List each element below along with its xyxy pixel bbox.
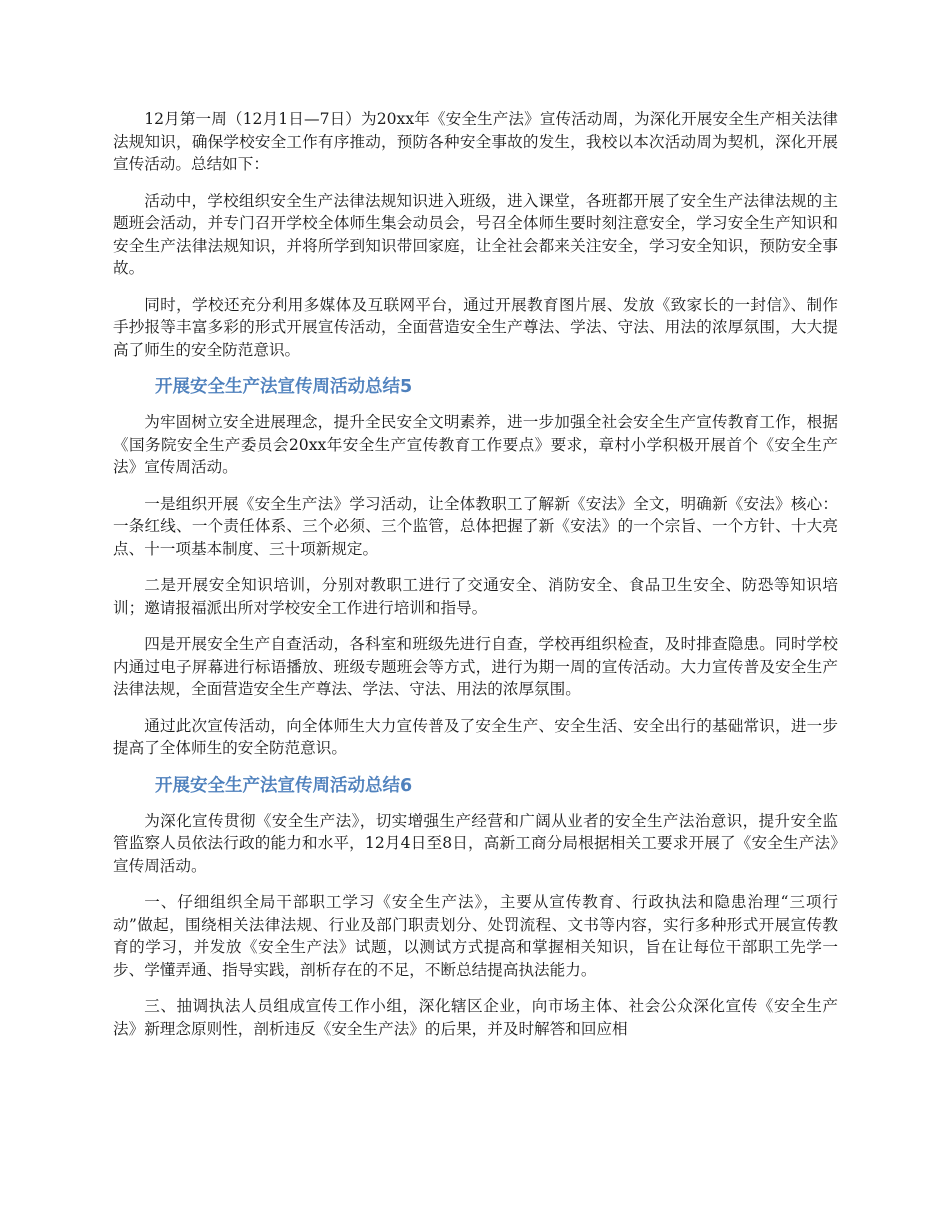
section-heading: 开展安全生产法宣传周活动总结6 xyxy=(155,775,413,796)
document-page xyxy=(113,108,838,1054)
body-paragraph: 一、仔细组织全局干部职工学习《安全生产法》，主要从宣传教育、行政执法和隐患治理“三项行动”做起，围绕相关法律法规、行业及部门职责划分、处罚流程、文书等内容，实行多种形式开展宣传教育的学习，并发放《安全生产法》试题，以测试方式提高和掌握相关知识，旨在让每位干部职工先学一步、学懂弄通、指导实践，剖析存在的不足，不断总结提高执法能力。 xyxy=(113,893,838,979)
body-paragraph: 二是开展安全知识培训，分别对教职工进行了交通安全、消防安全、食品卫生安全、防恐等知识培训；邀请报福派出所对学校安全工作进行培训和指导。 xyxy=(113,576,838,617)
body-paragraph: 12月第一周（12月1日—7日）为20xx年《安全生产法》宣传活动周，为深化开展安全生产相关法律法规知识，确保学校安全工作有序推动，预防各种安全事故的发生，我校以本次活动周为契机，深化开展宣传活动。总结如下： xyxy=(113,110,838,173)
body-paragraph: 为深化宣传贯彻《安全生产法》，切实增强生产经营和广阔从业者的安全生产法治意识，提升安全监管监察人员依法行政的能力和水平，12月4日至8日，高新工商分局根据相关工要求开展了《安全生产法》宣传周活动。 xyxy=(113,811,838,875)
body-paragraph: 四是开展安全生产自查活动，各科室和班级先进行自查，学校再组织检查，及时排查隐患。同时学校内通过电子屏幕进行标语播放、班级专题班会等方式，进行为期一周的宣传活动。大力宣传普及安全生产法律法规，全面营造安全生产尊法、学法、守法、用法的浓厚氛围。 xyxy=(113,635,838,698)
body-paragraph: 为牢固树立安全进展理念，提升全民安全文明素养，进一步加强全社会安全生产宣传教育工作，根据《国务院安全生产委员会20xx年安全生产宣传教育工作要点》要求，章村小学积极开展首个《安全生产法》宣传周活动。 xyxy=(113,413,838,476)
body-paragraph: 一是组织开展《安全生产法》学习活动，让全体教职工了解新《安法》全文，明确新《安法》核心：一条红线、一个责任体系、三个必须、三个监管，总体把握了新《安法》的一个宗旨、一个方针、十大亮点、十一项基本制度、三十项新规定。 xyxy=(113,494,838,558)
section-heading: 开展安全生产法宣传周活动总结5 xyxy=(155,377,413,397)
body-paragraph: 同时，学校还充分利用多媒体及互联网平台，通过开展教育图片展、发放《致家长的一封信》、制作手抄报等丰富多彩的形式开展宣传活动，全面营造安全生产尊法、学法、守法、用法的浓厚氛围，大大提高了师生的安全防范意识。 xyxy=(113,295,838,359)
body-paragraph: 活动中，学校组织安全生产法律法规知识进入班级，进入课堂，各班都开展了安全生产法律法规的主题班会活动，并专门召开学校全体师生集会动员会，号召全体师生要时刻注意安全，学习安全生产知识和安全生产法律法规知识，并将所学到知识带回家庭，让全社会都来关注安全，学习安全知识，预防安全事故。 xyxy=(113,191,838,277)
body-paragraph: 三、抽调执法人员组成宣传工作小组，深化辖区企业，向市场主体、社会公众深化宣传《安全生产法》新理念原则性，剖析违反《安全生产法》的后果，并及时解答和回应相 xyxy=(113,997,838,1038)
body-paragraph: 通过此次宣传活动，向全体师生大力宣传普及了安全生产、安全生活、安全出行的基础常识，进一步提高了全体师生的安全防范意识。 xyxy=(113,716,838,757)
